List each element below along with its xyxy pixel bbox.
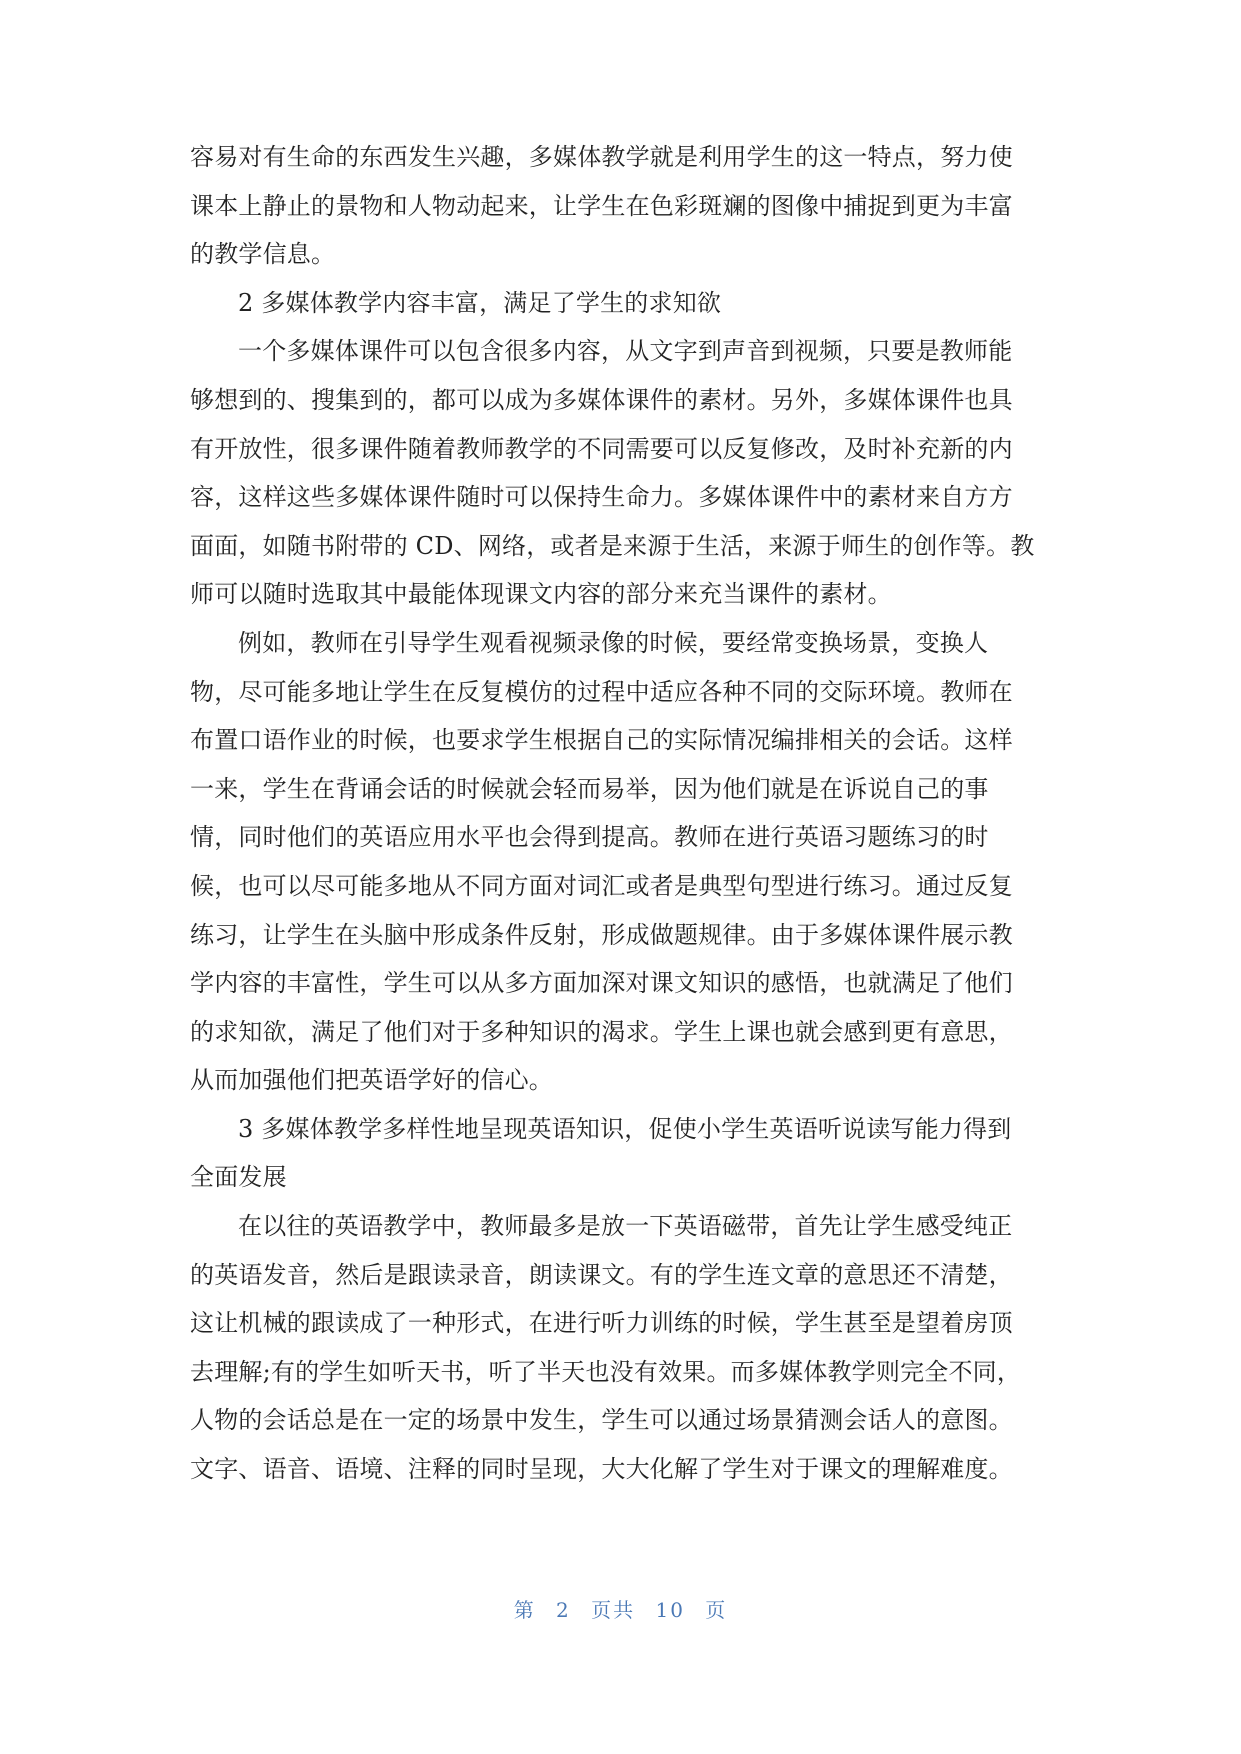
text-line: 一来，学生在背诵会话的时候就会轻而易举，因为他们就是在诉说自己的事 <box>190 774 989 803</box>
text-line: 布置口语作业的时候，也要求学生根据自己的实际情况编排相关的会话。这样 <box>190 726 1013 755</box>
section-heading: 2 多媒体教学内容丰富，满足了学生的求知欲 <box>238 288 722 317</box>
section-heading-continued: 全面发展 <box>190 1163 287 1192</box>
text-line: 物，尽可能多地让学生在反复模仿的过程中适应各种不同的交际环境。教师在 <box>190 677 1013 706</box>
text-line: 文字、语音、语境、注释的同时呈现，大大化解了学生对于课文的理解难度。 <box>190 1455 1013 1484</box>
text-line: 去理解;有的学生如听天书，听了半天也没有效果。而多媒体教学则完全不同， <box>190 1357 1022 1386</box>
document-body <box>190 133 1050 1494</box>
text-line: 候，也可以尽可能多地从不同方面对词汇或者是典型句型进行练习。通过反复 <box>190 871 1013 900</box>
text-line: 这让机械的跟读成了一种形式，在进行听力训练的时候，学生甚至是望着房顶 <box>190 1309 1013 1338</box>
text-line: 从而加强他们把英语学好的信心。 <box>190 1066 553 1095</box>
text-line: 的教学信息。 <box>190 240 336 269</box>
text-line: 学内容的丰富性，学生可以从多方面加深对课文知识的感悟，也就满足了他们 <box>190 969 1013 998</box>
text-line: 容易对有生命的东西发生兴趣，多媒体教学就是利用学生的这一特点，努力使 <box>190 143 1013 171</box>
text-line: 人物的会话总是在一定的场景中发生，学生可以通过场景猜测会话人的意图。 <box>190 1406 1013 1435</box>
text-line: 够想到的、搜集到的，都可以成为多媒体课件的素材。另外，多媒体课件也具 <box>190 385 1013 414</box>
text-line: 情，同时他们的英语应用水平也会得到提高。教师在进行英语习题练习的时 <box>190 823 989 852</box>
text-line: 的英语发音，然后是跟读录音，朗读课文。有的学生连文章的意思还不清楚， <box>190 1260 1013 1289</box>
text-line: 容，这样这些多媒体课件随时可以保持生命力。多媒体课件中的素材来自方方 <box>190 483 1013 512</box>
section-heading: 3 多媒体教学多样性地呈现英语知识，促使小学生英语听说读写能力得到 <box>238 1114 1012 1143</box>
text-line: 有开放性，很多课件随着教师教学的不同需要可以反复修改，及时补充新的内 <box>190 434 1013 463</box>
text-line: 的求知欲，满足了他们对于多种知识的渴求。学生上课也就会感到更有意思， <box>190 1017 1013 1046</box>
text-line: 面面，如随书附带的 CD、网络，或者是来源于生活，来源于师生的创作等。教 <box>190 531 1035 560</box>
text-line: 课本上静止的景物和人物动起来，让学生在色彩斑斓的图像中捕捉到更为丰富 <box>190 191 1013 220</box>
text-line: 一个多媒体课件可以包含很多内容，从文字到声音到视频，只要是教师能 <box>238 337 1013 366</box>
text-line: 例如，教师在引导学生观看视频录像的时候，要经常变换场景，变换人 <box>238 628 989 657</box>
text-line: 练习，让学生在头脑中形成条件反射，形成做题规律。由于多媒体课件展示教 <box>190 920 1013 949</box>
text-line: 在以往的英语教学中，教师最多是放一下英语磁带，首先让学生感受纯正 <box>238 1212 1013 1241</box>
text-line: 师可以随时选取其中最能体现课文内容的部分来充当课件的素材。 <box>190 580 892 609</box>
page-number-footer: 第 2 页共 10 页 <box>513 1598 728 1622</box>
